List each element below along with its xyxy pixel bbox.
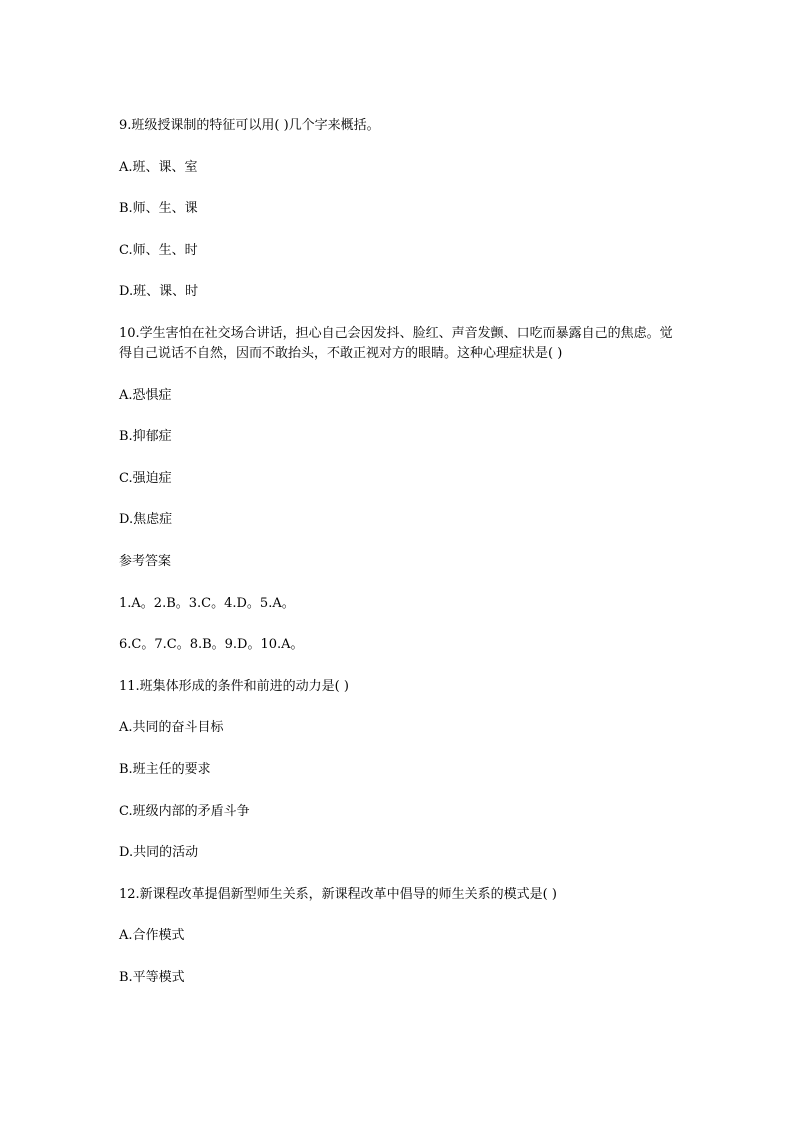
q12-option-a: A.合作模式	[119, 928, 185, 944]
q10-option-d: D.焦虑症	[119, 512, 173, 528]
q11-option-b: B.班主任的要求	[119, 761, 211, 777]
q9-option-d: D.班、课、时	[119, 284, 199, 300]
question-11: 11.班集体形成的条件和前进的动力是( )	[119, 678, 349, 694]
question-10: 10.学生害怕在社交场合讲话，担心自己会因发抖、脸红、声音发颤、口吃而暴露自己的焦虑。觉得自己说话不自然，因而不敢抬头，不敢正视对方的眼睛。这种心理症状是( )	[119, 325, 673, 361]
q11-option-c: C.班级内部的矛盾斗争	[119, 803, 250, 819]
q9-option-a: A.班、课、室	[119, 159, 198, 175]
q10-option-c: C.强迫症	[119, 470, 172, 486]
q11-option-d: D.共同的活动	[119, 845, 199, 861]
q10-option-b: B.抑郁症	[119, 429, 172, 445]
q9-option-b: B.师、生、课	[119, 201, 198, 217]
q10-option-a: A.恐惧症	[119, 387, 172, 403]
question-9: 9.班级授课制的特征可以用( )几个字来概括。	[119, 118, 380, 133]
answers-6-10: 6.C。7.C。8.B。9.D。10.A。	[119, 637, 304, 653]
answers-1-5: 1.A。2.B。3.C。4.D。5.A。	[119, 595, 295, 611]
answer-heading: 参考答案	[119, 553, 172, 569]
document-page	[119, 116, 679, 1009]
q12-option-b: B.平等模式	[119, 969, 185, 985]
q11-option-a: A.共同的奋斗目标	[119, 720, 224, 736]
question-12: 12.新课程改革提倡新型师生关系，新课程改革中倡导的师生关系的模式是( )	[119, 886, 557, 902]
q9-option-c: C.师、生、时	[119, 242, 198, 258]
